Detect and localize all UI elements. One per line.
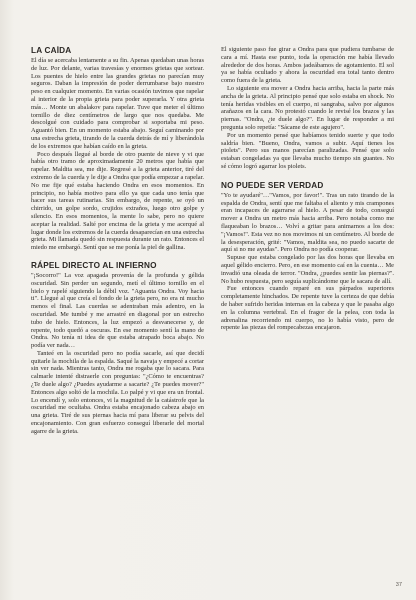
paragraph: "Yo te ayudaré"…"Vamos, por favor!". Tras un rato tirando de la espalda de Ondra, sentí que me faltaba el aliento y mis crampones eran incapaces de agarrarse al hielo. A pesar de todo, conseguí mover a Ondra un metro más hacia arriba. Pero notaba como me flaqueaban lo brazos… Volví a gritar para animarnos a los dos: "¡Vamos!". Esta vez no nos movimos ni un centímetro. Al borde de la desesperación, grité: "Vamos, maldita sea, no puedo sacarte de aquí si no me ayudas". Pero Ondra no podía cooperar. [221,191,394,254]
paragraph: Tanteé en la oscuridad pero no podía sacarle, así que decidí quitarle la mochila de la espalda. Saqué la navaja y empecé a cortar sin ver nada. Mientras tanto, Ondra me rogaba que lo sacara. Para calmarle intenté distraerle con preguntas: "¿Cómo te encuentras? ¿Te duele algo? ¿Puedes ayudarme a sacarte? ¿Te puedes mover?" Entonces algo soltó de la mochila. Lo palpé y vi que era un frontal. Lo encendí y, solo entonces, vi la magnitud de la catástrofe que la oscuridad me ocultaba. Ondra estaba encajonado cabeza abajo en una grieta. Tiré de sus piernas hacia mí para liberar su pelvis del encajonamiento. Con gran esfuerzo conseguí liberarle del mortal agarre de la grieta. [31,349,204,435]
heading-no-puede-ser-verdad: NO PUEDE SER VERDAD [221,180,324,190]
text-columns [31,46,394,580]
right-column [221,46,394,580]
paragraph: Poco después llegué al borde de otro puente de nieve y vi que había otro tramo de aproximadamente 20 metros que había que rapelar. Maldita sea, me dije. Regresé a la grieta anterior, tiré del extremo de la cuerda y le dije a Ondra que podía empezar a rapelar. No me fije qué estaba haciendo Ondra en esos momentos. En principio, no había motivo para ello ya que cada uno tenía que hacer sus tareas rutinarias. Sin embargo, de repente, se oyó un chirrido, un golpe sordo, crujidos extraños, luego otro golpe y silencio. En esos momentos, la mente lo sabe, pero no quiere aceptar la realidad. Salté por encima de la grieta y me acerqué al lugar donde los extremos de la cuerda desaparecían en una estrecha grieta. Mi llamada quedó sin respuesta durante un rato. Entonces el miedo me embargó. Sentí que se me ponía la piel de gallina. [31,150,204,252]
paragraph: "¡Socorro!" La voz apagada provenía de la profunda y gélida oscuridad. Sin perder un segundo, metí el último tornillo en el hielo y rapelé siguiendo la débil voz. "Aguanta Ondra. Voy hacia ti". Llegué al que creía el fondo de la grieta pero, no era ni mucho menos el final. Las cuerdas se adentraban más adentro, en la oscuridad. Me tumbé y me arrastré en diagonal por un estrecho tubo de hielo. Entonces, la luz empezó a desvanecerse y, de repente, todo quedó a oscuras. En ese momento sentí la mano de Ondra. No tenía ni idea de que estaba atrapado boca abajo. No podía ver nada… [31,271,204,350]
paragraph: El siguiente paso fue girar a Ondra para que pudiera tumbarse de cara a mí. Hasta ese punto, toda la operación me había llevado alrededor de dos horas. Ambos jadeábamos de agotamiento. El sol ya se había ocultado y ahora la oscuridad era total tanto dentro como fuera de la grieta. [221,46,394,85]
paragraph: Fue entonces cuando reparé en sus párpados superiores completamente hinchados. De repente tuve la certeza de que debía de haber sufrido heridas internas en la cabeza y que le pasaba algo en la columna vertebral. En el fragor de la pelea, con toda la adrenalina recorriendo mi cuerpo, no lo había visto, pero de repente las piezas del rompecabezas encajaron. [221,285,394,332]
paragraph: Por un momento pensé que habíamos tenido suerte y que todo saldría bien. "Bueno, Ondra, vamos a subir. Aquí tienes los piolets". Pero sus manos parecían paralizadas. Pensé que solo estaban congeladas ya que llevaba mucho tiempo sin guantes. No sé cómo logró agarrar los piolets. [221,131,394,170]
paragraph: El día se acercaba lentamente a su fin. Apenas quedaban unas horas de luz. Por delante, varias travesías y enormes grietas que sortear. Los puentes de hielo entre las grandes grietas no parecían muy seguros. Daban la impresión de poder derrumbarse bajo nuestro peso en cualquier momento. En varias ocasión tuvimos que rapelar al interior de la propia grieta para poder superarla. Y otra grieta más… Monte un abalakov para rapelar. Tuve que meter el último tornillo de diez centímetros de largo que nos quedaba. Me descolgué con cuidado para comprobar si soportaba mi peso. Aguantó bien. En un momento estaba abajo. Seguí caminando por una estrecha grieta, tirando de la cuerda detrás de mí y liberándola de los extremos que habían caído en la grieta. [31,57,204,150]
paragraph: Lo siguiente era mover a Ondra hacia arriba, hacia la parte más ancha de la grieta. Al principio pensé que solo estaba en shock. No tenía heridas visibles en el cuerpo, ni sangraba, salvo por algunos arañazos en la cara. No protestó cuando le revisé los brazos y las piernas. "Ondra, ¿te duele algo?". En lugar de responder a mi pregunta solo repetía: "Sácame de este agujero". [221,84,394,131]
page-number: 37 [395,582,402,588]
left-column [31,46,204,580]
heading-la-caida: LA CAÍDA [31,46,72,55]
paragraph: Supuse que estaba congelado por las dos horas que llevaba en aquel gélido encierro. Pero, en ese momento caí en la cuenta… Me invadió una oleada de terror. "Ondra, ¿puedes sentir las piernas?". No hubo respuesta, pero seguía suplicándome que le sacara de allí. [221,254,394,285]
heading-rapel-directo: RÁPEL DIRECTO AL INFIERNO [31,260,157,270]
